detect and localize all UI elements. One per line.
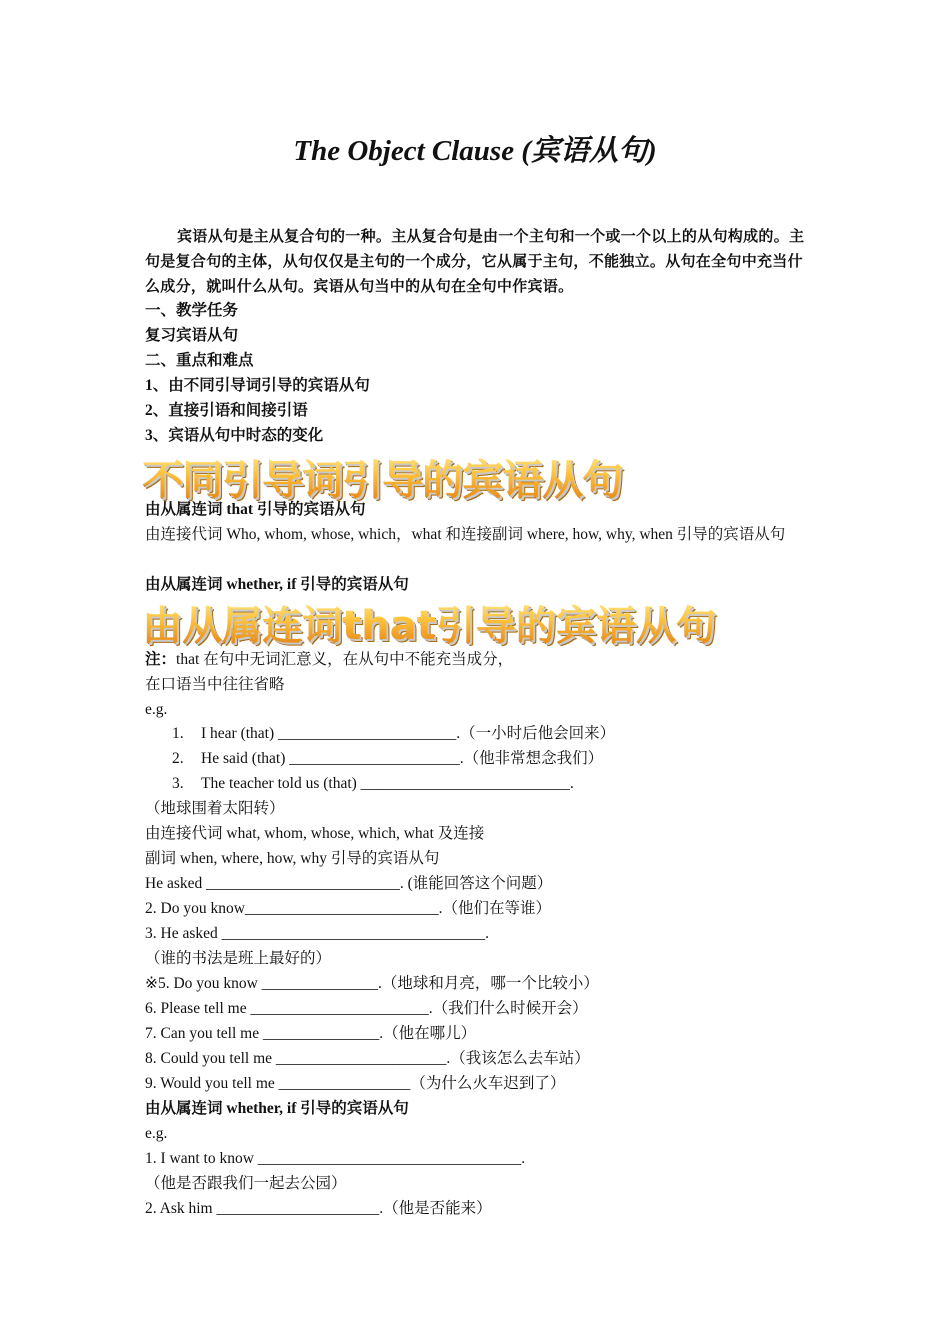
example-number: 1. [172,725,184,742]
note-label: 注： [145,651,177,668]
example-number: 3. [172,775,184,792]
wh-example: （谁的书法是班上最好的） [145,950,332,967]
wh-example: 8. Could you tell me ______________________.（我该怎么去车站） [145,1050,590,1067]
whether-heading: 由从属连词 whether, if 引导的宾语从句 [145,1100,409,1117]
whether-example: （他是否跟我们一起去公园） [145,1175,347,1192]
key-point: 2、直接引语和间接引语 [145,402,308,419]
wh-intro: 由连接代词 what, whom, whose, which, what 及连接 [145,825,485,842]
key-heading: 二、重点和难点 [145,352,254,369]
wh-intro: 副词 when, where, how, why 引导的宾语从句 [145,850,440,867]
task-heading: 一、教学任务 [145,302,239,319]
whether-example: 1. I want to know __________________________________. [145,1150,526,1167]
intro-paragraph: 宾语从句是主从复合句的一种。主从复合句是由一个主句和一个或一个以上的从句构成的。主句是复合句的主体，从句仅仅是主句的一个成分，它从属于主句，不能独立。从句在全句中充当什么成分，就叫什么从句。宾语从句当中的从句在全句中作宾语。 [145,227,805,295]
note-line [145,647,513,672]
key-point: 1、由不同引导词引导的宾语从句 [145,377,370,394]
document-title: The Object Clause (宾语从句) [293,135,657,167]
whether-example: 2. Ask him _____________________.（他是否能来） [145,1200,492,1217]
overview-item-that: 由从属连词 that 引导的宾语从句 [145,501,366,518]
wordart-heading-2: 由从属连词that引导的宾语从句 [142,594,716,651]
wh-example: 3. He asked __________________________________. [145,925,489,942]
example-text: I hear (that) _______________________.（一小时后他会回来） [201,725,616,742]
eg-label: e.g. [145,1125,168,1142]
note-text: that 在句中无词汇意义，在从句中不能充当成分， [176,651,514,668]
wh-example: ※5. Do you know _______________.（地球和月亮，哪一个比较小） [145,975,599,992]
example-chinese: （地球围着太阳转） [145,800,285,817]
example-text: The teacher told us (that) ___________________________. [201,775,574,792]
eg-label: e.g. [145,701,168,718]
example-number: 2. [172,750,184,767]
example-text: He said (that) ______________________.（他非常想念我们） [201,750,604,767]
note-text-2: 在口语当中往往省略 [145,676,285,693]
wh-example: 6. Please tell me _______________________.（我们什么时候开会） [145,1000,588,1017]
task-text: 复习宾语从句 [145,327,239,344]
overview-item-whether: 由从属连词 whether, if 引导的宾语从句 [145,576,409,593]
wh-example: He asked _________________________. (谁能回答这个问题） [145,875,553,892]
overview-item-wh: 由连接代词 Who, whom, whose, which，what 和连接副词 where, how, why, when 引导的宾语从句 [145,526,786,543]
wordart-heading-1: 不同引导词引导的宾语从句 [142,447,622,506]
wh-example: 9. Would you tell me _________________（为什么火车迟到了） [145,1075,566,1092]
key-point: 3、宾语从句中时态的变化 [145,427,324,444]
wh-example: 7. Can you tell me _______________.（他在哪儿） [145,1025,477,1042]
wh-example: 2. Do you know_________________________.（他们在等谁） [145,900,552,917]
